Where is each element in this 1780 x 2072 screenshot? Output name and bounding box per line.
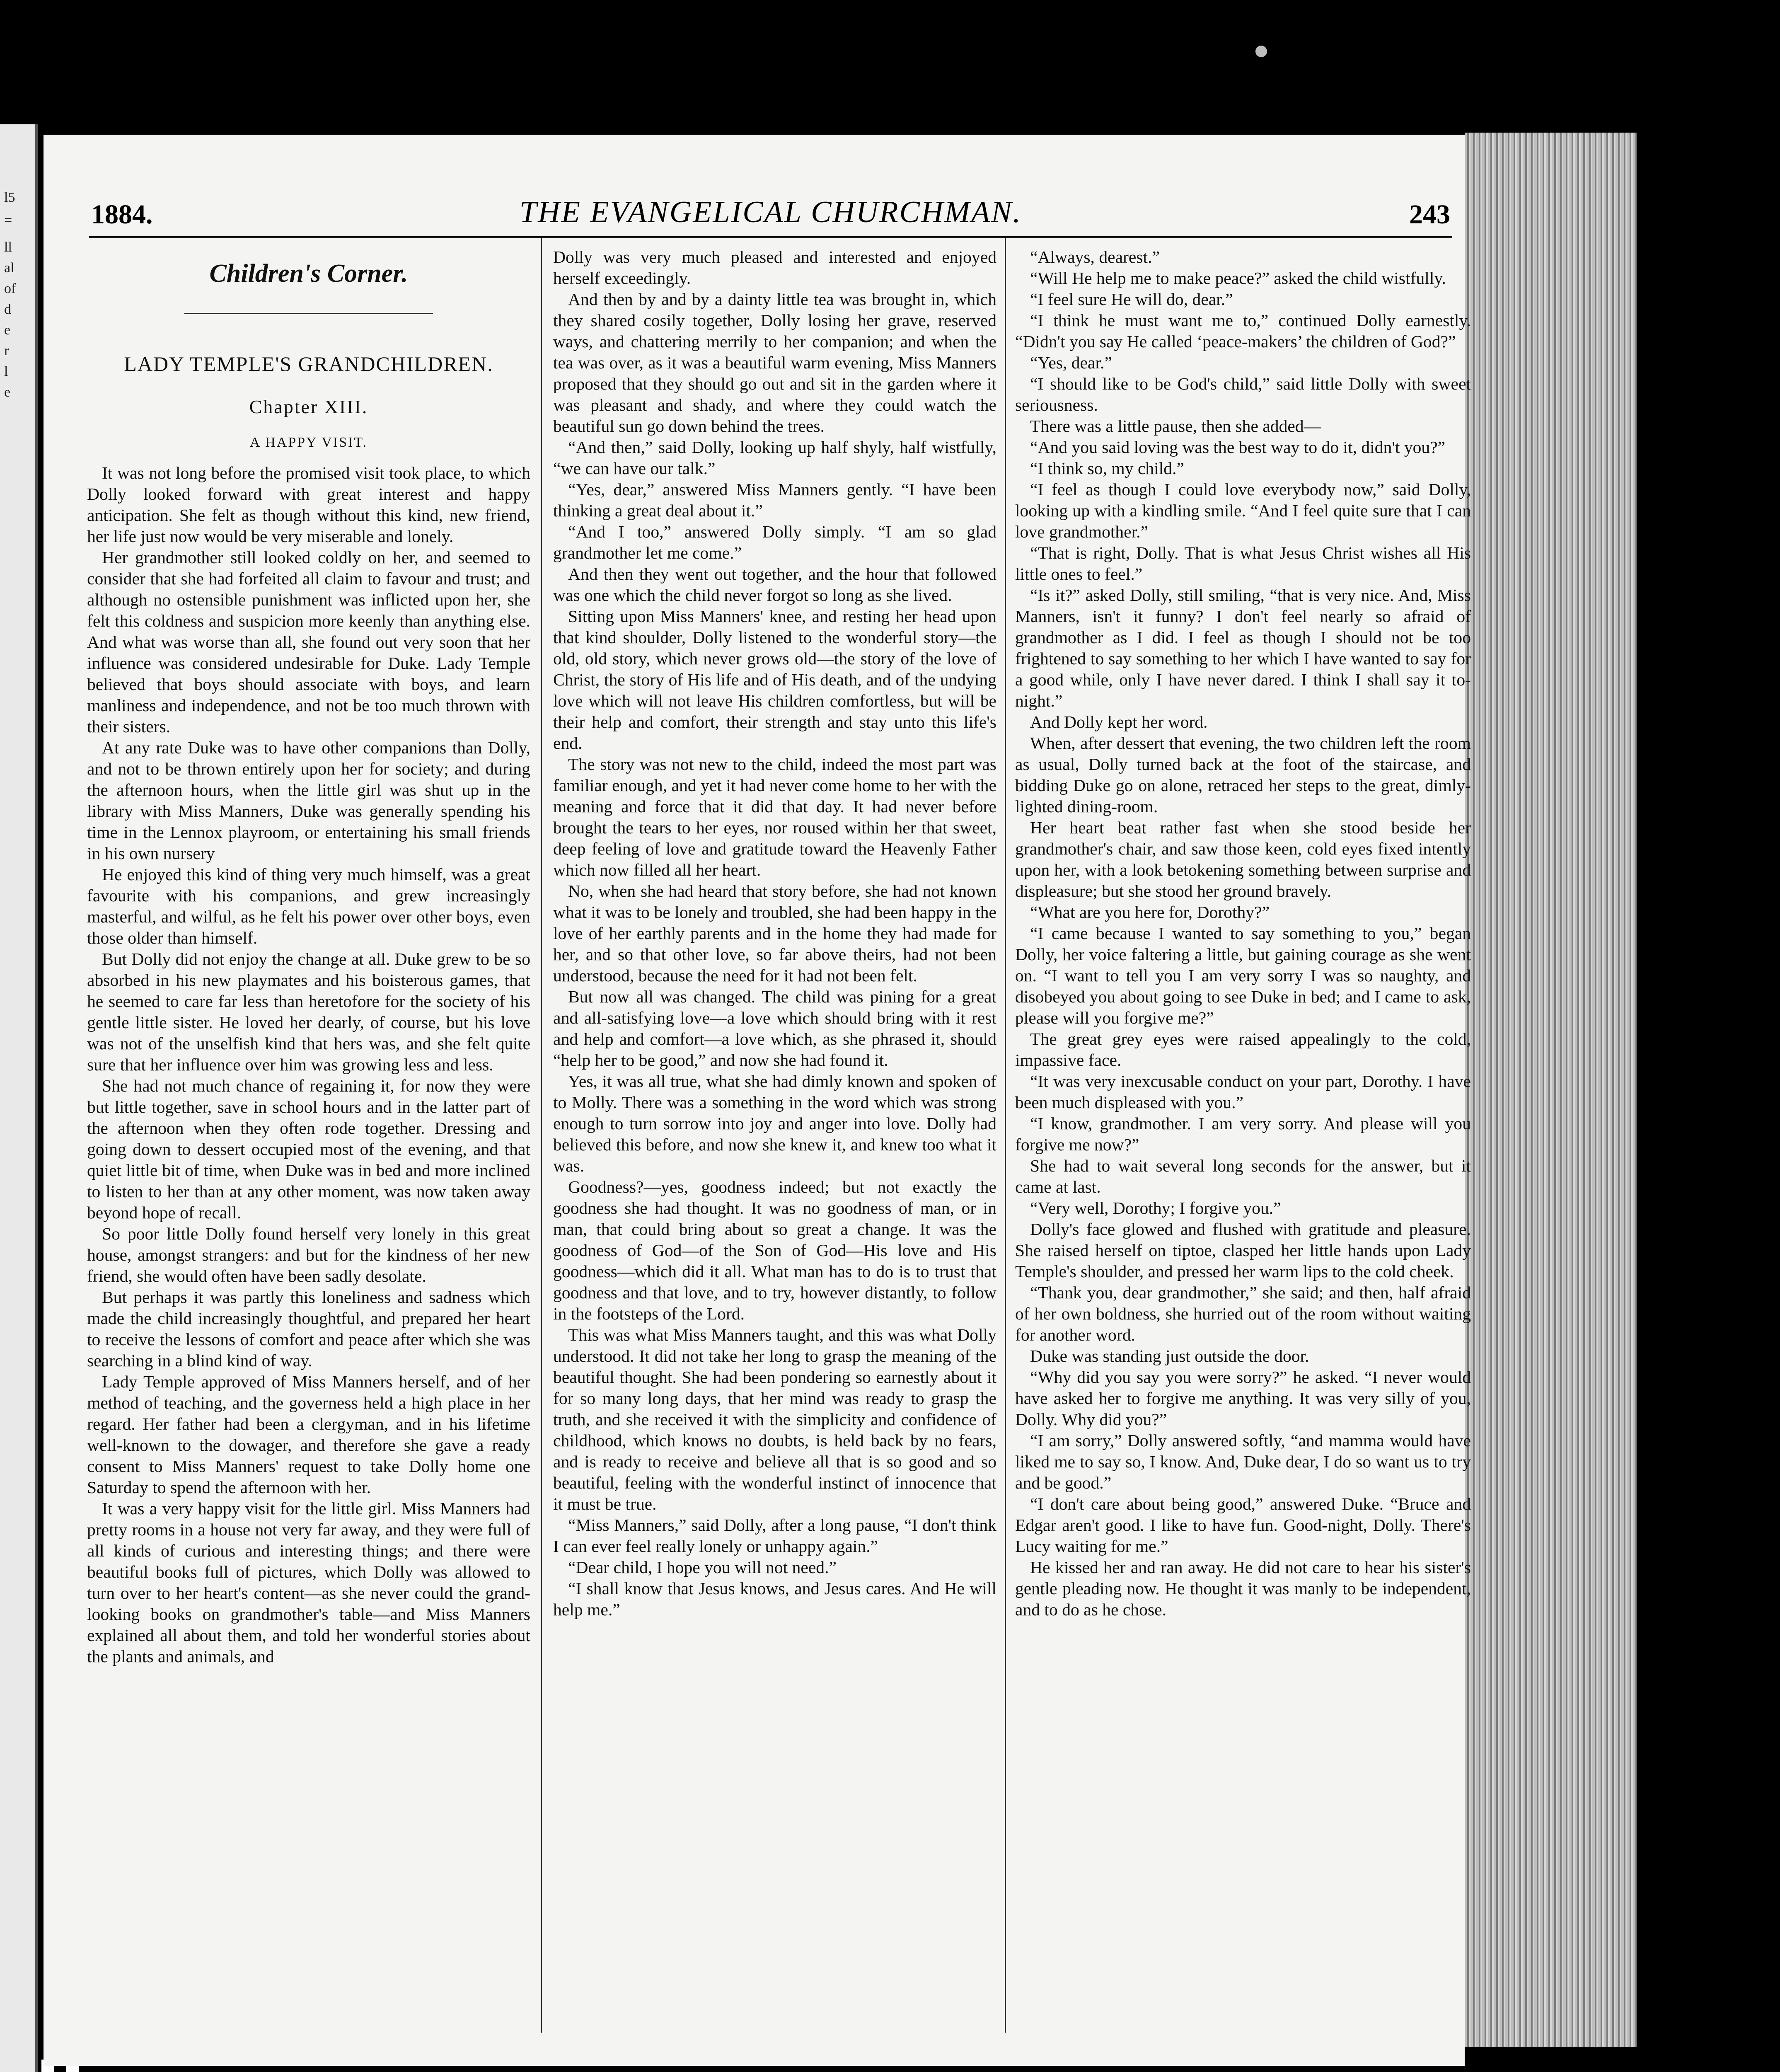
paragraph: Dolly's face glowed and flushed with gratitude and pleasure. She raised herself on tiptoe, clasped her little hands upon Lady Temple's shoulder, and pressed her warm lips to the cold cheek.: [1015, 1220, 1471, 1281]
fragment-text: l5: [4, 190, 15, 205]
paragraph: “Always, dearest.”: [1030, 247, 1160, 266]
paragraph: “Very well, Dorothy; I forgive you.”: [1030, 1198, 1281, 1218]
fragment-text: of: [4, 281, 16, 296]
fragment-text: al: [4, 260, 15, 276]
paragraph: But now all was changed. The child was pining for a great and all-satisfying love—a love which should bring with it rest and help and comfort—a love which, as she phrased it, should “help her to be good,” and now she had found it.: [553, 987, 996, 1070]
paragraph: He enjoyed this kind of thing very much himself, was a great favourite with his companions, and grew increasingly masterful, and wilful, as he felt his power over other boys, even those older than himself.: [87, 865, 530, 947]
page-number: 243: [1409, 199, 1450, 230]
paragraph: She had not much chance of regaining it, for now they were but little together, save in school hours and in the latter part of the afternoon when they often rode together. Dressing and going down to dessert occupied most of the evening, and that quiet little bit of time, when Duke was in bed and more inclined to listen to her than at any other moment, was now taken away beyond hope of recall.: [87, 1076, 530, 1222]
header-rule: [89, 236, 1452, 238]
fragment-text: l: [4, 364, 8, 379]
column-rule: [1005, 238, 1006, 2033]
column-3: [1015, 247, 1471, 1620]
paragraph: But Dolly did not enjoy the change at all. Duke grew to be so absorbed in his new playmates and his boisterous games, that he seemed to care far less than heretofore for the society of his gentle little sister. He loved her dearly, of course, but his love was not of the unselfish kind that hers was, and she felt quite sure that her influence over him was growing less and less.: [87, 949, 530, 1074]
paragraph: “And you said loving was the best way to do it, didn't you?”: [1030, 438, 1446, 457]
paragraph: The story was not new to the child, indeed the most part was familiar enough, and yet it had never come home to her with the meaning and force that it did that day. It had never before brought the tears to her eyes, nor roused within her that sweet, deep feeling of love and gratitude toward the Heavenly Father which now filled all her heart.: [553, 755, 996, 879]
paragraph: “Yes, dear.”: [1030, 353, 1112, 372]
paragraph: “Thank you, dear grandmother,” she said; and then, half afraid of her own boldness, she hurried out of the room without waiting for another word.: [1015, 1283, 1471, 1344]
paragraph: “What are you here for, Dorothy?”: [1030, 903, 1270, 922]
fragment-text: e: [4, 322, 11, 338]
paragraph: When, after dessert that evening, the two children left the room as usual, Dolly turned back at the foot of the staircase, and bidding Duke go on alone, retraced her steps to the great, dimly-lighted dining-room.: [1015, 733, 1471, 816]
fragment-text: =: [4, 213, 12, 228]
paragraph: “It was very inexcusable conduct on your part, Dorothy. I have been much displeased with you.”: [1015, 1072, 1471, 1112]
heading-rule: [184, 313, 433, 314]
paragraph: This was what Miss Manners taught, and this was what Dolly understood. It did not take her long to grasp the meaning of the beautiful thought. She had been pondering so earnestly about it for so many long days, that her mind was ready to grasp the truth, and she received it with the simplicity and confidence of childhood, which knows no doubts, is held back by no fears, and is ready to receive and believe all that is so good and so beautiful, feeling with the wonderful instinct of innocence that it must be true.: [553, 1325, 996, 1513]
paragraph: “I am sorry,” Dolly answered softly, “and mamma would have liked me to say so, I know. And, Duke dear, I do so want us to try and be good.”: [1015, 1431, 1471, 1492]
paragraph: And then by and by a dainty little tea was brought in, which they shared cosily together, Dolly losing her grave, reserved ways, and chattering merrily to her companion; and when the tea was over, as it was a beautiful warm evening, Miss Manners proposed that they should go out and sit in the garden where it was pleasant and shady, and where they could watch the beautiful sun go down behind the trees.: [553, 290, 996, 436]
story-title: LADY TEMPLE'S GRANDCHILDREN.: [124, 352, 493, 375]
paragraph: “I shall know that Jesus knows, and Jesus cares. And He will help me.”: [553, 1579, 996, 1619]
paragraph: And then they went out together, and the hour that followed was one which the child never forgot so long as she lived.: [553, 564, 996, 605]
paragraph: “I should like to be God's child,” said little Dolly with sweet seriousness.: [1015, 374, 1471, 414]
paragraph: No, when she had heard that story before, she had not known what it was to be lonely and troubled, she had been happy in the love of her earthly parents and in the home they had made for her, and so that other love, so far above theirs, had not been understood, because the need for it had not been felt.: [553, 881, 996, 985]
paragraph: “I feel as though I could love everybody now,” said Dolly, looking up with a kindling smile. “And I feel quite sure that I can love grandmother.”: [1015, 480, 1471, 541]
header-year: 1884.: [91, 199, 153, 230]
fragment-text: e: [4, 385, 11, 400]
chapter-title: A HAPPY VISIT.: [249, 435, 368, 450]
column-2: [553, 247, 996, 1620]
paragraph: “And I too,” answered Dolly simply. “I am so glad grandmother let me come.”: [553, 522, 996, 562]
scan-dust-mark: [1255, 46, 1267, 57]
adjacent-page-fragment: [0, 124, 38, 2072]
paragraph: There was a little pause, then she added—: [1030, 416, 1321, 436]
paragraph: Her heart beat rather fast when she stood beside her grandmother's chair, and saw those keen, cold eyes fixed intently upon her, with a look betokening something between surprise and displeasure; but she stood her ground bravely.: [1015, 818, 1471, 900]
fragment-text: d: [4, 302, 11, 317]
paragraph: So poor little Dolly found herself very lonely in this great house, amongst strangers: and but for the kindness of her new friend, she would often have been sadly desolate.: [87, 1224, 530, 1285]
paragraph: “Miss Manners,” said Dolly, after a long pause, “I don't think I can ever feel really lonely or unhappy again.”: [553, 1515, 996, 1556]
paragraph: “I think so, my child.”: [1030, 459, 1184, 478]
paragraph: “Yes, dear,” answered Miss Manners gently. “I have been thinking a great deal about it.”: [553, 480, 996, 520]
paragraph: “And then,” said Dolly, looking up half shyly, half wistfully, “we can have our talk.”: [553, 438, 996, 478]
newspaper-page: [44, 135, 1471, 2066]
paragraph: “I know, grandmother. I am very sorry. And please will you forgive me now?”: [1015, 1114, 1471, 1154]
paragraph: The great grey eyes were raised appealingly to the cold, impassive face.: [1015, 1029, 1471, 1070]
fragment-text: ll: [4, 240, 12, 255]
column-1: [87, 247, 530, 1667]
chapter-number: Chapter XIII.: [249, 396, 368, 417]
paragraph: “Is it?” asked Dolly, still smiling, “that is very nice. And, Miss Manners, isn't it funny? I don't feel nearly so afraid of grandmother as I did. I feel as though I should not be too frightened to say something to her which I have wanted to say for a good while, only I have never dared. I think I shall say it to-night.”: [1015, 586, 1471, 710]
paragraph: Sitting upon Miss Manners' knee, and resting her head upon that kind shoulder, Dolly listened to the wonderful story—the old, old story, which never grows old—the story of the love of Christ, the story of His life and of His death, and of the undying love which will not leave His children comfortless, but will be their help and comfort, their strength and stay unto this life's end.: [553, 607, 996, 753]
paragraph: Goodness?—yes, goodness indeed; but not exactly the goodness she had thought. It was no goodness of man, or in man, that could bring about so great a change. It was the goodness of God—of the Son of God—His love and His goodness—which did it all. What man has to do is to trust that goodness and that love, and to try, however distantly, to follow in the footsteps of the Lord.: [553, 1177, 996, 1323]
paragraph: It was not long before the promised visit took place, to which Dolly looked forward with great interest and happy anticipation. She felt as though without this kind, new friend, her life just now would be very miserable and lonely.: [87, 463, 530, 546]
paragraph: Yes, it was all true, what she had dimly known and spoken of to Molly. There was a something in the word which was strong enough to turn sorrow into joy and anger into love. Dolly had believed this before, and now she knew it, and knew too what it was.: [553, 1072, 996, 1175]
book-page-edges: [1465, 133, 1637, 2047]
page-header: [91, 186, 1450, 232]
paragraph: It was a very happy visit for the little girl. Miss Manners had pretty rooms in a house not very far away, and they were full of all kinds of curious and interesting things; and there were beautiful books full of pictures, which Dolly was allowed to turn over to her heart's content—as she never could the grand-looking books on grandmother's table—and Miss Manners explained all about them, and told her wonderful stories about the plants and animals, and: [87, 1499, 530, 1666]
paragraph: “Will He help me to make peace?” asked the child wistfully.: [1030, 269, 1446, 288]
paragraph: Her grandmother still looked coldly on her, and seemed to consider that she had forfeited all claim to favour and trust; and although no ostensible punishment was inflicted upon her, she felt this coldness and suspicion more keenly than anything else. And what was worse than all, she found out very soon that her influence was considered undesirable for Duke. Lady Temple believed that boys should associate with boys, and learn manliness and independence, and not be too much thrown with their sisters.: [87, 548, 530, 736]
paragraph: “I don't care about being good,” answered Duke. “Bruce and Edgar aren't good. I like to have fun. Good-night, Dolly. There's Lucy waiting for me.”: [1015, 1494, 1471, 1556]
paragraph: Dolly was very much pleased and interested and enjoyed herself exceedingly.: [553, 247, 996, 288]
fragment-text: r: [4, 343, 9, 358]
department-heading: Children's Corner.: [209, 259, 408, 288]
paragraph: Lady Temple approved of Miss Manners herself, and of her method of teaching, and the governess held a high place in her regard. Her father had been a clergyman, and in his lifetime well-known to the dowager, and therefore she gave a ready consent to Miss Manners' request to take Dolly home one Saturday to spend the afternoon with her.: [87, 1372, 530, 1497]
paragraph: At any rate Duke was to have other companions than Dolly, and not to be thrown entirely upon her for society; and during the afternoon hours, when the little girl was shut up in the library with Miss Manners, Duke was generally spending his time in the Lennox playroom, or entertaining his small friends in his own nursery: [87, 738, 530, 863]
paragraph: “Dear child, I hope you will not need.”: [568, 1558, 837, 1577]
paragraph: “I think he must want me to,” continued Dolly earnestly. “Didn't you say He called ‘peace-makers’ the children of God?”: [1015, 311, 1471, 351]
paragraph: And Dolly kept her word.: [1030, 712, 1208, 731]
paragraph: “I came because I wanted to say something to you,” began Dolly, her voice faltering a little, but gaining courage as she went on. “I want to tell you I am very sorry I was so naughty, and disobeyed you about going to see Duke in bed; and I came to ask, please will you forgive me?”: [1015, 924, 1471, 1027]
paragraph: “Why did you say you were sorry?” he asked. “I never would have asked her to forgive me anything. It was very silly of you, Dolly. Why did you?”: [1015, 1368, 1471, 1429]
paragraph: Duke was standing just outside the door.: [1030, 1346, 1309, 1365]
paragraph: She had to wait several long seconds for the answer, but it came at last.: [1015, 1156, 1471, 1196]
column-rule: [541, 238, 542, 2033]
paragraph: He kissed her and ran away. He did not care to hear his sister's gentle pleading now. He thought it was manly to be independent, and to do as he chose.: [1015, 1558, 1471, 1619]
publication-title: THE EVANGELICAL CHURCHMAN.: [519, 195, 1022, 229]
paragraph: “I feel sure He will do, dear.”: [1030, 290, 1233, 309]
paragraph: “That is right, Dolly. That is what Jesus Christ wishes all His little ones to feel.”: [1015, 543, 1471, 583]
paragraph: But perhaps it was partly this loneliness and sadness which made the child increasingly thoughtful, and prepared her heart to receive the lessons of comfort and peace after which she was searching in a blind kind of way.: [87, 1288, 530, 1370]
